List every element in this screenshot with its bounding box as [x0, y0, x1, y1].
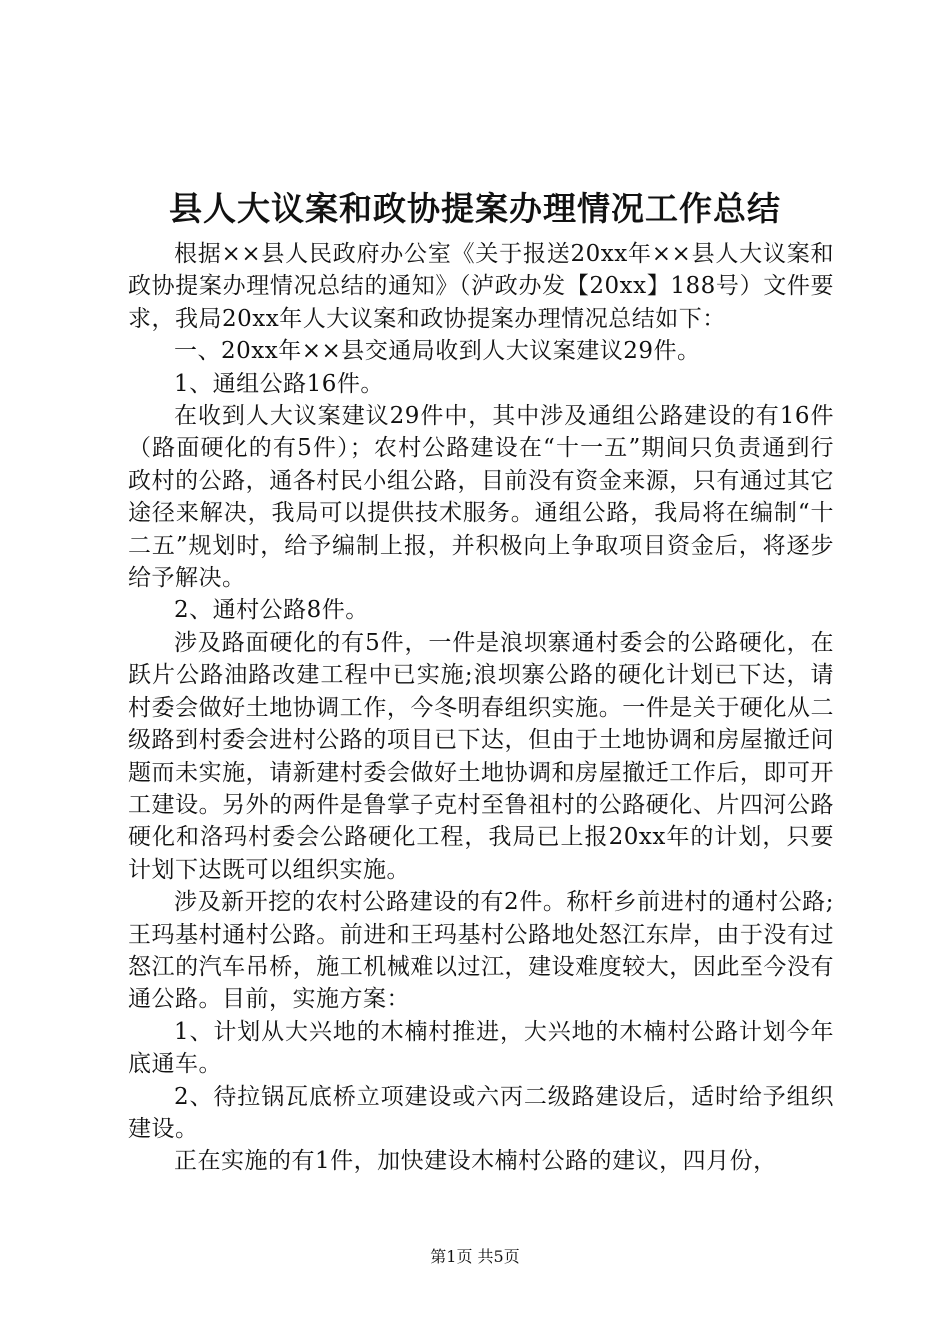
paragraph: 在收到人大议案建议29件中，其中涉及通组公路建设的有16件（路面硬化的有5件）；农村公路建设在“十一五”期间只负责通到行政村的公路，通各村民小组公路，目前没有资金来源，只有通过其它途径来解决，我局可以提供技术服务。通组公路，我局将在编制“十二五”规划时，给予编制上报，并积极向上争取项目资金后，将逐步给予解决。 [128, 403, 834, 592]
paragraph: 涉及新开挖的农村公路建设的有2件。称杆乡前进村的通村公路;王玛基村通村公路。前进和王玛基村公路地处怒江东岸，由于没有过怒江的汽车吊桥，施工机械难以过江，建设难度较大，因此至今没有通公路。目前，实施方案： [128, 889, 834, 1013]
list-item: 2、待拉锅瓦底桥立项建设或六丙二级路建设后，适时给予组织建设。 [128, 1083, 834, 1142]
list-item: 1、计划从大兴地的木楠村推进，大兴地的木楠村公路计划今年底通车。 [128, 1018, 834, 1078]
page-indicator: 第1页 共5页 [430, 1247, 520, 1266]
subsection-heading: 2、通村公路8件。 [174, 597, 369, 624]
document-body [128, 238, 834, 1178]
paragraph: 涉及路面硬化的有5件，一件是浪坝寨通村委会的公路硬化，在跃片公路油路改建工程中已实施;浪坝寨公路的硬化计划已下达，请村委会做好土地协调工作，今冬明春组织实施。一件是关于硬化从二级路到村委会进村公路的项目已下达，但由于土地协调和房屋撤迁问题而未实施，请新建村委会做好土地协调和房屋撤迁工作后，即可开工建设。另外的两件是鲁掌子克村至鲁祖村的公路硬化、片四河公路硬化和洛玛村委会公路硬化工程，我局已上报20xx年的计划，只要计划下达既可以组织实施。 [128, 629, 834, 883]
paragraph: 正在实施的有1件，加快建设木楠村公路的建议，四月份， [174, 1148, 777, 1175]
subsection-heading: 1、通组公路16件。 [174, 370, 384, 397]
section-heading: 一、20xx年××县交通局收到人大议案建议29件。 [174, 338, 701, 365]
paragraph: 根据××县人民政府办公室《关于报送20xx年××县人大议案和政协提案办理情况总结的通知》（泸政办发【20xx】188号）文件要求，我局20xx年人大议案和政协提案办理情况总结如下： [128, 241, 834, 332]
document-title: 县人大议案和政协提案办理情况工作总结 [169, 189, 781, 228]
